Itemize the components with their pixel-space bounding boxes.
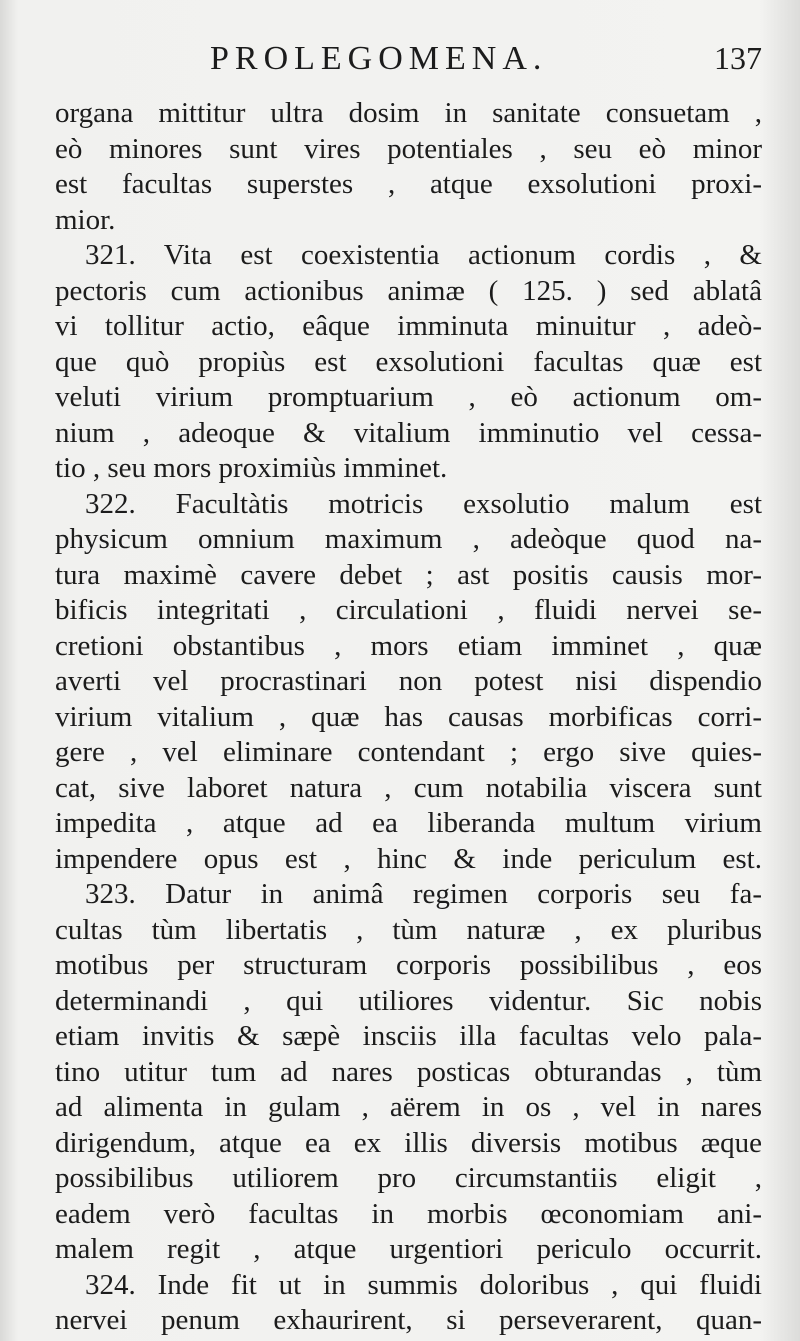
text-line: gere , vel eliminare contendant ; ergo sive quies- — [55, 736, 762, 768]
text-line: impendere opus est , hinc & inde periculum est. — [55, 842, 762, 875]
text-line: impedita , atque ad ea liberanda multum virium — [55, 807, 762, 839]
body-text — [55, 96, 762, 1339]
text-line: physicum omnium maximum , adeòque quod na- — [55, 523, 762, 555]
text-line: tio , seu mors proximiùs imminet. — [55, 452, 448, 484]
text-line: averti vel procrastinari non potest nisi dispendio — [55, 665, 762, 697]
text-line: 324. Inde fit ut in summis doloribus , qui fluidi — [85, 1268, 762, 1301]
text-line: eadem verò facultas in morbis œconomiam ani- — [55, 1197, 762, 1230]
running-title: PROLEGOMENA. — [210, 40, 548, 77]
text-line: motibus per structuram corporis possibilibus , eos — [55, 949, 762, 981]
text-line: nervei penum exhaurirent, si perseverarent, quan- — [55, 1304, 762, 1336]
page-header — [55, 40, 762, 94]
text-line: mior. — [55, 203, 116, 236]
text-line: tura maximè cavere debet ; ast positis causis mor- — [55, 558, 762, 591]
text-line: dirigendum, atque ea ex illis diversis motibus æque — [55, 1126, 762, 1159]
text-line: etiam invitis & sæpè insciis illa facultas velo pala- — [55, 1020, 762, 1052]
text-line: virium vitalium , quæ has causas morbificas corri- — [55, 700, 762, 733]
text-line: ad alimenta in gulam , aërem in os , vel in nares — [55, 1091, 762, 1123]
page-number: 137 — [714, 40, 762, 76]
text-line: determinandi , qui utiliores videntur. Sic nobis — [55, 984, 762, 1017]
text-line: est facultas superstes , atque exsolutioni proxi- — [55, 168, 762, 200]
text-line: cat, sive laboret natura , cum notabilia viscera sunt — [55, 771, 762, 804]
text-line: nium , adeoque & vitalium imminutio vel cessa- — [55, 416, 762, 449]
text-line: pectoris cum actionibus animæ ( 125. ) sed ablatâ — [55, 274, 762, 307]
text-line: possibilibus utiliorem pro circumstantiis eligit , — [55, 1162, 762, 1194]
text-line: veluti virium promptuarium , eò actionum om- — [55, 381, 762, 413]
text-line: bificis integritati , circulationi , fluidi nervei se- — [55, 594, 762, 626]
text-line: tino utitur tum ad nares posticas obturandas , tùm — [55, 1055, 762, 1088]
text-line: organa mittitur ultra dosim in sanitate consuetam , — [55, 97, 762, 129]
text-line: 323. Datur in animâ regimen corporis seu fa- — [85, 878, 762, 910]
text-line: que quò propiùs est exsolutioni facultas quæ est — [55, 345, 762, 378]
text-line: cultas tùm libertatis , tùm naturæ , ex pluribus — [55, 913, 762, 946]
text-line: malem regit , atque urgentiori periculo occurrit. — [55, 1233, 762, 1265]
text-line: vi tollitur actio, eâque imminuta minuitur , adeò- — [55, 310, 762, 342]
text-line: 321. Vita est coexistentia actionum cordis , & — [85, 239, 762, 271]
text-line: 322. Facultàtis motricis exsolutio malum est — [85, 487, 762, 520]
text-line: cretioni obstantibus , mors etiam imminet , quæ — [55, 629, 762, 662]
text-line: eò minores sunt vires potentiales , seu eò minor — [55, 132, 762, 165]
